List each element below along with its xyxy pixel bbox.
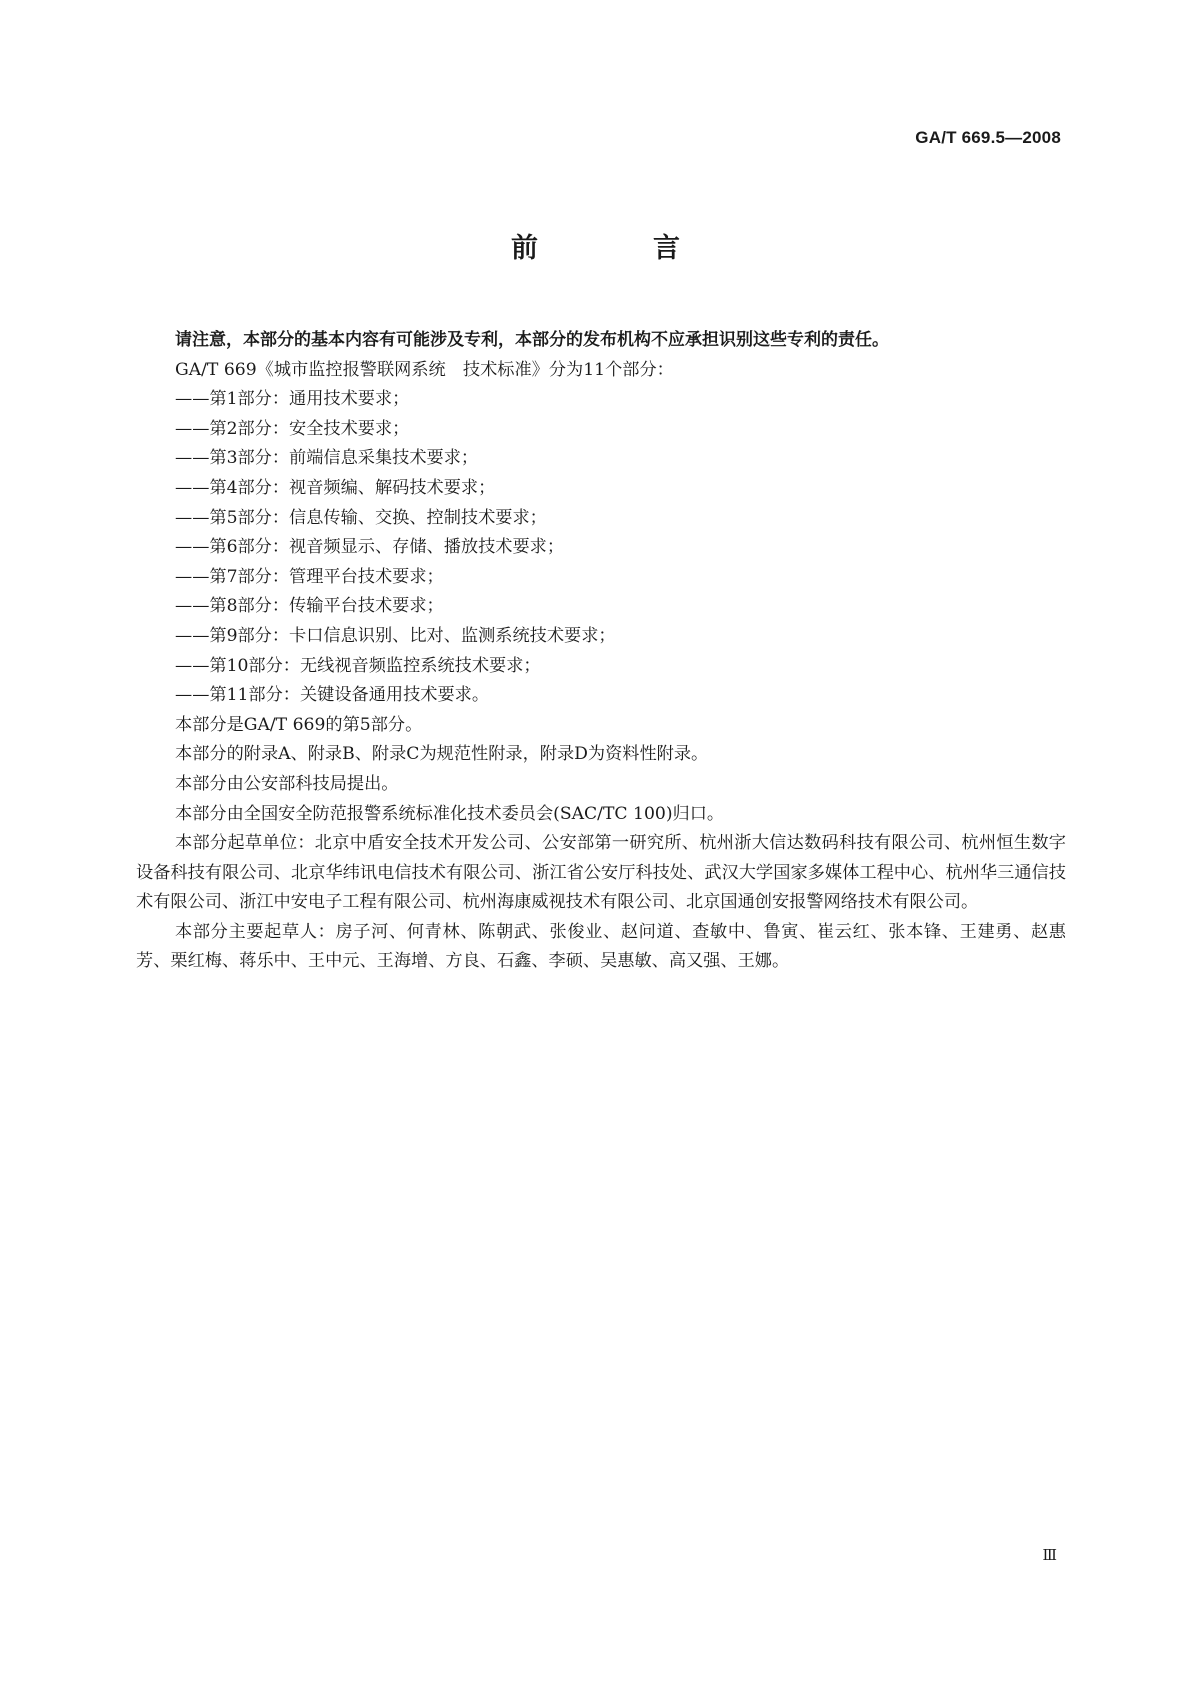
- part-list-item: ——第9部分：卡口信息识别、比对、监测系统技术要求；: [175, 625, 616, 646]
- part-list-item: ——第4部分：视音频编、解码技术要求；: [175, 477, 496, 498]
- intro-paragraph: GA/T 669《城市监控报警联网系统 技术标准》分为11个部分：: [175, 359, 674, 380]
- part-list-item: ——第3部分：前端信息采集技术要求；: [175, 448, 479, 469]
- part-list-item: ——第7部分：管理平台技术要求；: [175, 566, 444, 587]
- page-title: 前 言: [511, 233, 724, 264]
- appendix-statement: 本部分的附录A、附录B、附录C为规范性附录，附录D为资料性附录。: [175, 744, 709, 765]
- proposed-by: 本部分由公安部科技局提出。: [175, 773, 399, 794]
- centralized-by: 本部分由全国安全防范报警系统标准化技术委员会(SAC/TC 100)归口。: [175, 803, 725, 824]
- page-number: Ⅲ: [1042, 1546, 1056, 1564]
- drafters: 本部分主要起草人：房子河、何青林、陈朝武、张俊业、赵问道、查敏中、鲁寅、崔云红、张本锋、王建勇、赵惠芳、栗红梅、蒋乐中、王中元、王海增、方良、石鑫、李硕、吴惠敏、高又强、王娜。: [136, 921, 1066, 972]
- part-list-item: ——第5部分：信息传输、交换、控制技术要求；: [175, 507, 547, 528]
- foreword-content: [136, 326, 1066, 977]
- part-list-item: ——第1部分：通用技术要求；: [175, 389, 410, 410]
- standard-code-header: GA/T 669.5—2008: [915, 128, 1061, 147]
- part-list-item: ——第8部分：传输平台技术要求；: [175, 596, 444, 617]
- drafting-units: 本部分起草单位：北京中盾安全技术开发公司、公安部第一研究所、杭州浙大信达数码科技有限公司、杭州恒生数字设备科技有限公司、北京华纬讯电信技术有限公司、浙江省公安厅科技处、武汉大学国家多媒体工程中心、杭州华三通信技术有限公司、浙江中安电子工程有限公司、杭州海康威视技术有限公司、北京国通创安报警网络技术有限公司。: [136, 833, 1066, 913]
- part-list-item: ——第10部分：无线视音频监控系统技术要求；: [175, 655, 541, 676]
- part-statement: 本部分是GA/T 669的第5部分。: [175, 714, 423, 735]
- part-list-item: ——第2部分：安全技术要求；: [175, 418, 410, 439]
- part-list-item: ——第11部分：关键设备通用技术要求。: [175, 685, 490, 706]
- patent-notice: 请注意，本部分的基本内容有可能涉及专利，本部分的发布机构不应承担识别这些专利的责任。: [175, 330, 889, 350]
- part-list-item: ——第6部分：视音频显示、存储、播放技术要求；: [175, 537, 565, 558]
